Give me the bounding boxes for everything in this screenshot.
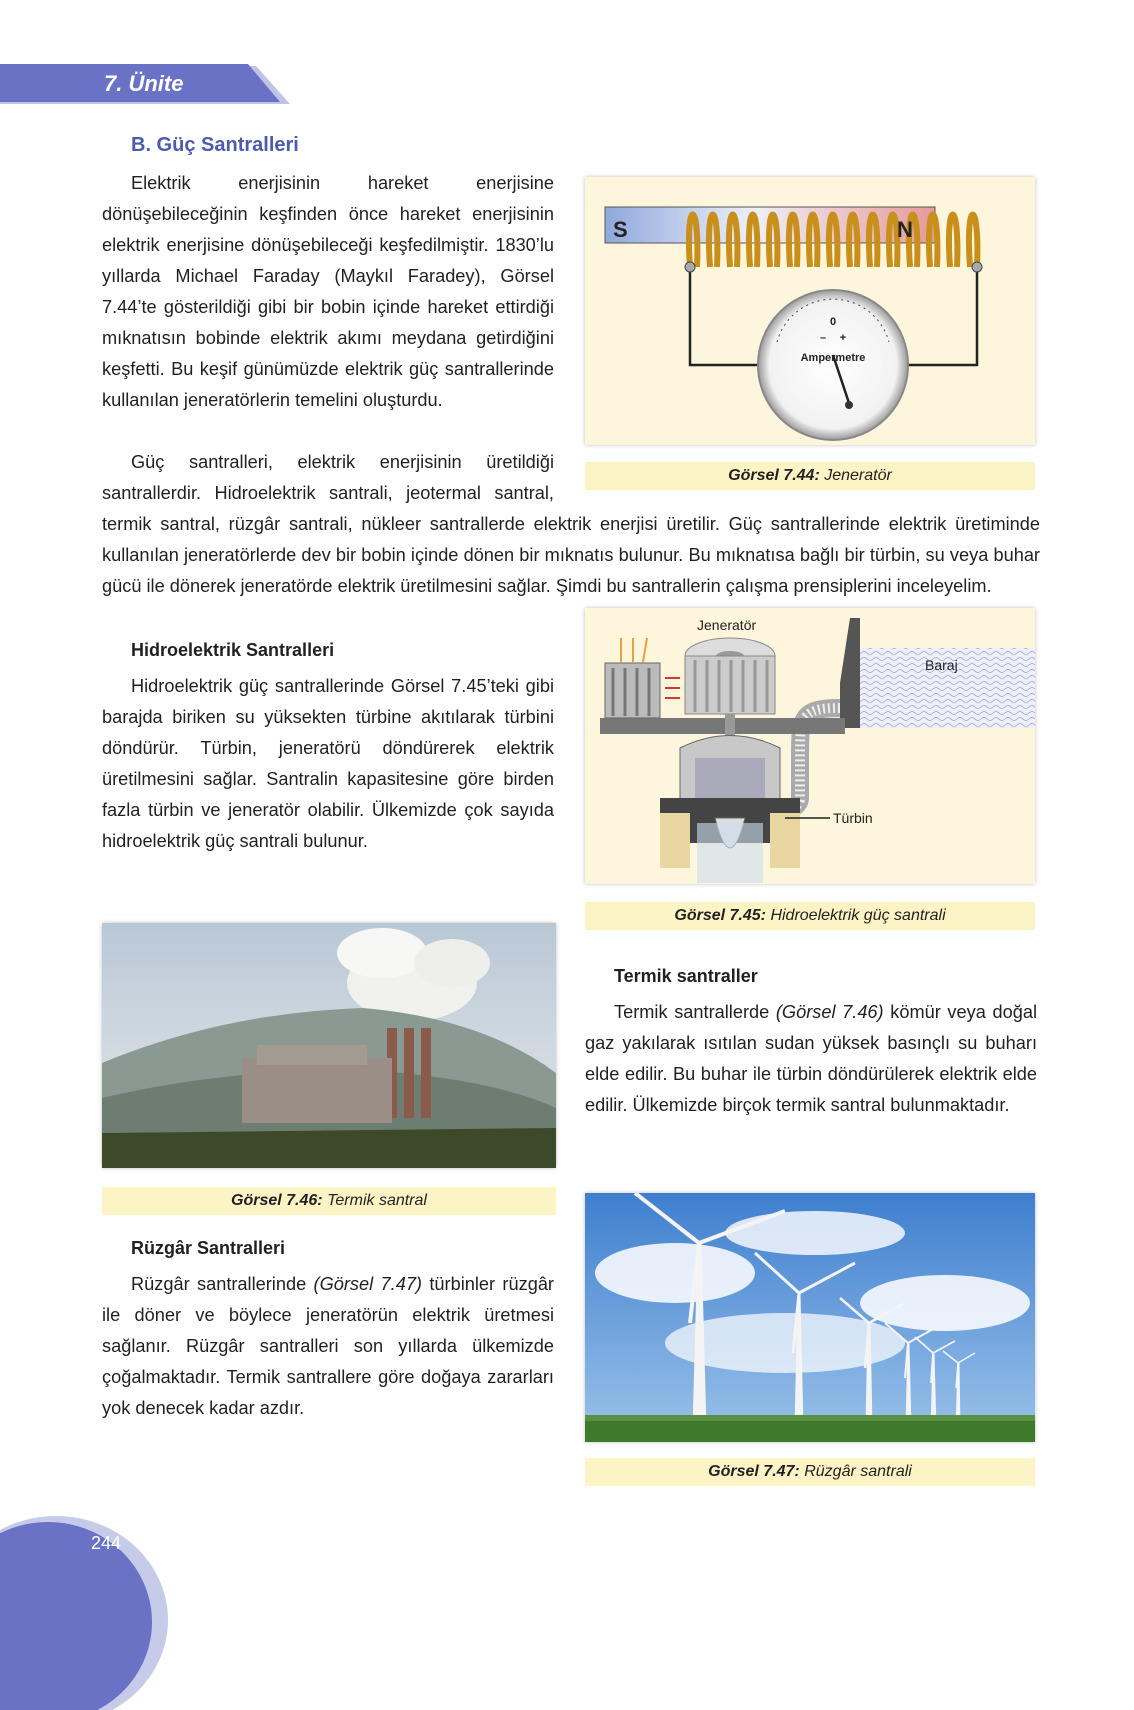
page-number: 244 [91, 1533, 122, 1553]
hydro-paragraph: Hidroelektrik güç santrallerinde Görsel 7.45’teki gibi barajda biriken su yüksekten türbine akıtılarak türbini döndürür. Türbin, jeneratörü döndürerek elektrik üretilmesini sağlar. Santralin kapasitesine göre birden fazla türbin ve jeneratör olabilir. Ülkemizde çok sayıda hidroelektrik güç santrali bulunur. [102, 676, 554, 851]
plants-paragraph-cont: termik santral, rüzgâr santrali, nükleer santrallerde elektrik enerjisi üretilir. Güç santrallerinde elektrik üretiminde kullanılan jeneratörlerde dev bir bobin içinde dönen bir mıknatıs bulunur. Bu mıknatısa bağlı bir türbin, su veya buhar gücü ile dönerek jeneratörde elektrik üretilmesini sağlar. Şimdi bu santrallerin çalışma prensiplerini inceleyelim. [102, 514, 1040, 596]
caption-generator: Görsel 7.44: Jeneratör [585, 462, 1035, 490]
section-title: B. Güç Santralleri [131, 134, 299, 156]
plants-paragraph-start: Güç santralleri, elektrik enerjisinin üretildiği santrallerdir. Hidroelektrik santrali, jeotermal santral, [102, 452, 554, 503]
page-corner-decoration [0, 1510, 172, 1710]
unit-title: 7. Ünite [104, 71, 184, 96]
figure-hydro [585, 608, 1035, 884]
svg-text:0: 0 [829, 316, 837, 328]
caption-hydro: Görsel 7.45: Hidroelektrik güç santrali [585, 902, 1035, 930]
figure-thermal-photo [102, 923, 556, 1168]
svg-text:Jeneratör: Jeneratör [697, 617, 757, 633]
hydro-diagram [585, 608, 1035, 884]
thermal-title: Termik santraller [614, 966, 758, 986]
thermal-plant-image [102, 923, 556, 1168]
wind-farm-image [585, 1193, 1035, 1442]
caption-wind: Görsel 7.47: Rüzgâr santrali [585, 1458, 1035, 1486]
figure-generator [585, 177, 1035, 445]
svg-text:–: – [819, 332, 827, 344]
svg-text:Ampermetre: Ampermetre [800, 352, 866, 364]
hydro-title: Hidroelektrik Santralleri [131, 640, 335, 660]
svg-text:Türbin: Türbin [833, 810, 873, 826]
wind-paragraph: Rüzgâr santrallerinde (Görsel 7.47) türbinler rüzgâr ile döner ve böylece jeneratörün elektrik üretmesi sağlanır. Rüzgâr santralleri son yıllarda ülkemizde çoğalmaktadır. Termik santrallere göre doğaya zararları yok denecek kadar azdır. [102, 1274, 554, 1418]
caption-thermal: Görsel 7.46: Termik santral [102, 1187, 556, 1215]
svg-text:Baraj: Baraj [925, 657, 958, 673]
figure-wind-photo [585, 1193, 1035, 1442]
thermal-paragraph: Termik santrallerde (Görsel 7.46) kömür veya doğal gaz yakılarak ısıtılan sudan yüksek basınçlı su buharı elde edilir. Bu buhar ile türbin döndürülerek elektrik elde edilir. Ülkemizde birçok termik santral bulunmaktadır. [585, 1002, 1037, 1115]
generator-diagram [585, 177, 1035, 445]
intro-paragraph: Elektrik enerjisinin hareket enerjisine dönüşebileceğinin keşfinden önce hareket enerjisinin elektrik enerjisine dönüşebileceği keşfedilmiştir. 1830’lu yıllarda Michael Faraday (Maykıl Faradey), Görsel 7.44’te gösterildiği gibi bir bobin içinde hareket ettirdiği mıknatısın bobinde elektrik akımı meydana getirdiğini keşfetti. Bu keşif günümüzde elektrik güç santrallerinde kullanılan jeneratörlerin temelini oluşturdu. [102, 173, 554, 410]
wind-title: Rüzgâr Santralleri [131, 1238, 286, 1258]
svg-text:N: N [897, 217, 913, 242]
svg-text:S: S [613, 217, 628, 242]
svg-text:+: + [839, 332, 847, 344]
